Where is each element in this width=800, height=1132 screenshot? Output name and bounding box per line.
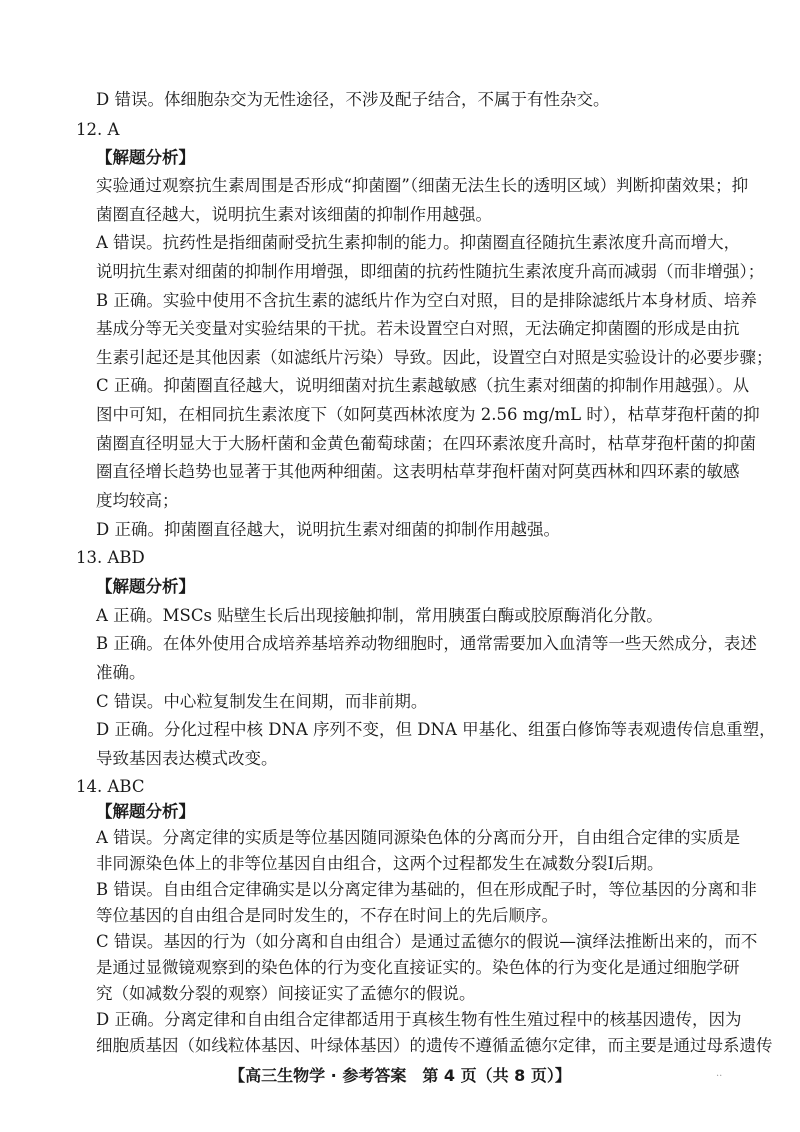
text-line: C 错误。基因的行为（如分离和自由组合）是通过孟德尔的假说—演绎法推断出来的，而不 bbox=[96, 932, 758, 951]
text-line: 生素引起还是其他因素（如滤纸片污染）导致。因此，设置空白对照是实验设计的必要步骤； bbox=[96, 348, 773, 367]
text-line: 基成分等无关变量对实验结果的干扰。若未设置空白对照，无法确定抑菌圈的形成是由抗 bbox=[96, 319, 740, 338]
text-line: D 错误。体细胞杂交为无性途径，不涉及配子结合，不属于有性杂交。 bbox=[96, 90, 610, 109]
text-line: 说明抗生素对细菌的抑制作用增强，即细菌的抗药性随抗生素浓度升高而减弱（而非增强）； bbox=[96, 262, 765, 281]
text-line: 圈直径增长趋势也显著于其他两种细菌。这表明枯草芽孢杆菌对阿莫西林和四环素的敏感 bbox=[96, 462, 740, 481]
text-line: 准确。 bbox=[96, 663, 146, 682]
text-line: A 正确。MSCs 贴壁生长后出现接触抑制，常用胰蛋白酶或胶原酶消化分散。 bbox=[96, 606, 663, 625]
text-line: 等位基因的自由组合是同时发生的，不存在时间上的先后顺序。 bbox=[96, 906, 558, 925]
question-number: 13. ABD bbox=[76, 548, 145, 567]
corner-mark: .. bbox=[716, 1068, 723, 1079]
text-line: B 正确。实验中使用不含抗生素的滤纸片作为空白对照，目的是排除滤纸片本身材质、培养 bbox=[96, 291, 757, 310]
question-number: 14. ABC bbox=[76, 777, 145, 796]
text-line: 图中可知，在相同抗生素浓度下（如阿莫西林浓度为 2.56 mg/mL 时），枯草芽孢杆菌的抑 bbox=[96, 405, 760, 424]
text-line: 究（如减数分裂的观察）间接证实了孟德尔的假说。 bbox=[96, 984, 476, 1003]
text-line: D 正确。抑菌圈直径越大，说明抗生素对细菌的抑制作用越强。 bbox=[96, 520, 560, 539]
text-line: D 正确。分化过程中核 DNA 序列不变，但 DNA 甲基化、组蛋白修饰等表观遗传信息重塑， bbox=[96, 720, 776, 739]
text-line: 非同源染色体上的非等位基因自由组合，这两个过程都发生在减数分裂Ⅰ后期。 bbox=[96, 854, 664, 873]
text-line: C 正确。抑菌圈直径越大，说明细菌对抗生素越敏感（抗生素对细菌的抑制作用越强）。从 bbox=[96, 376, 750, 395]
text-line: D 正确。分离定律和自由组合定律都适用于真核生物有性生殖过程中的核基因遗传，因为 bbox=[96, 1010, 742, 1029]
question-number: 12. A bbox=[76, 120, 120, 139]
text-line: A 错误。抗药性是指细菌耐受抗生素抑制的能力。抑菌圈直径随抗生素浓度升高而增大， bbox=[96, 233, 741, 252]
text-line: 实验通过观察抗生素周围是否形成“抑菌圈”（细菌无法生长的透明区域）判断抑菌效果；抑 bbox=[96, 176, 749, 195]
section-header: 【解题分析】 bbox=[96, 802, 195, 821]
text-line: 菌圈直径越大，说明抗生素对该细菌的抑制作用越强。 bbox=[96, 205, 492, 224]
text-line: C 错误。中心粒复制发生在间期，而非前期。 bbox=[96, 692, 428, 711]
section-header: 【解题分析】 bbox=[96, 148, 195, 167]
text-line: 度均较高； bbox=[96, 491, 179, 510]
page-footer: 【高三生物学 · 参考答案 第 4 页（共 8 页）】 bbox=[229, 1066, 571, 1085]
text-line: 菌圈直径明显大于大肠杆菌和金黄色葡萄球菌；在四环素浓度升高时，枯草芽孢杆菌的抑菌 bbox=[96, 434, 756, 453]
text-line: B 错误。自由组合定律确实是以分离定律为基础的，但在形成配子时，等位基因的分离和非 bbox=[96, 880, 757, 899]
text-line: B 正确。在体外使用合成培养基培养动物细胞时，通常需要加入血清等一些天然成分，表述 bbox=[96, 634, 757, 653]
section-header: 【解题分析】 bbox=[96, 577, 195, 596]
text-line: A 错误。分离定律的实质是等位基因随同源染色体的分离而分开，自由组合定律的实质是 bbox=[96, 828, 741, 847]
text-line: 是通过显微镜观察到的染色体的行为变化直接证实的。染色体的行为变化是通过细胞学研 bbox=[96, 958, 740, 977]
text-line: 导致基因表达模式改变。 bbox=[96, 749, 278, 768]
text-line: 细胞质基因（如线粒体基因、叶绿体基因）的遗传不遵循孟德尔定律，而主要是通过母系遗传 bbox=[96, 1036, 773, 1055]
